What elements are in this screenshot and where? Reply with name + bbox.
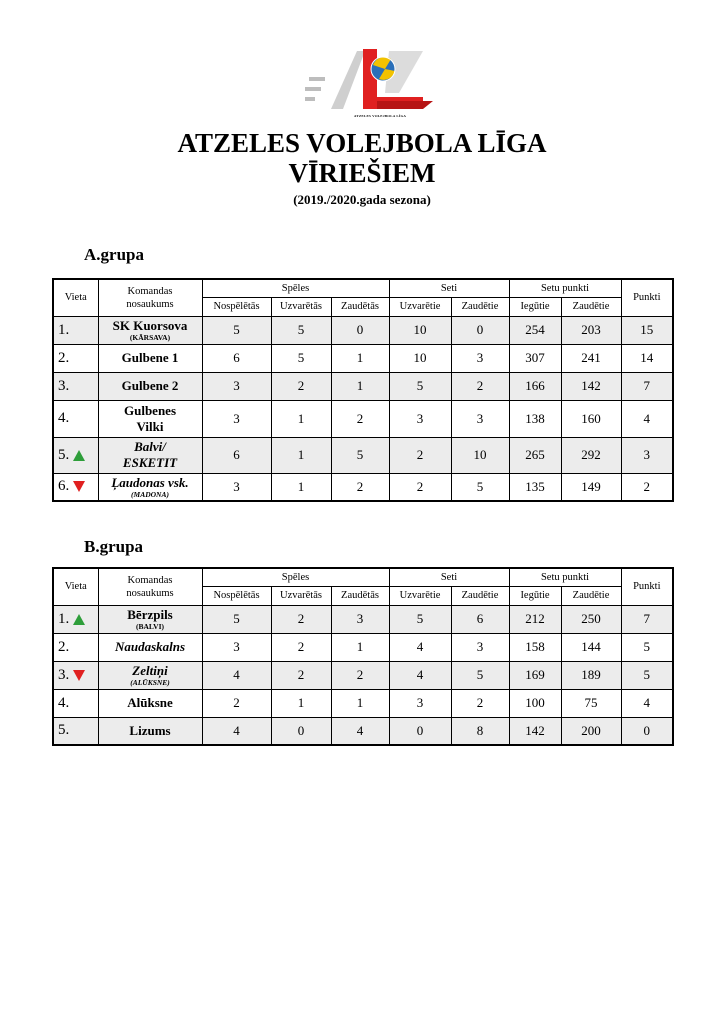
team-cell [98, 605, 202, 633]
points-cell: 5 [621, 661, 673, 689]
sets-won-cell: 5 [389, 605, 451, 633]
played-cell: 4 [202, 717, 271, 745]
sp-won-cell: 212 [509, 605, 561, 633]
col-sets-won: Uzvarētie [389, 297, 451, 316]
sets-won-cell: 5 [389, 372, 451, 400]
played-cell: 3 [202, 473, 271, 501]
won-cell: 5 [271, 344, 331, 372]
table-row [53, 689, 673, 717]
group-b-table [52, 567, 674, 746]
col-sp-lost: Zaudētie [561, 586, 621, 605]
lost-cell: 1 [331, 372, 389, 400]
sets-won-cell: 4 [389, 661, 451, 689]
sets-won-cell: 2 [389, 473, 451, 501]
green-up-arrow-icon [73, 614, 85, 625]
lost-cell: 5 [331, 437, 389, 473]
sp-lost-cell: 250 [561, 605, 621, 633]
col-games: Spēles [202, 279, 389, 297]
played-cell: 3 [202, 633, 271, 661]
points-cell: 0 [621, 717, 673, 745]
place-number: 1. [58, 610, 70, 627]
lost-cell: 2 [331, 473, 389, 501]
played-cell: 4 [202, 661, 271, 689]
lost-cell: 2 [331, 661, 389, 689]
sp-won-cell: 265 [509, 437, 561, 473]
won-cell: 1 [271, 400, 331, 437]
sets-lost-cell: 3 [451, 633, 509, 661]
sp-won-cell: 169 [509, 661, 561, 689]
table-row [53, 605, 673, 633]
table-row [53, 316, 673, 344]
points-cell: 14 [621, 344, 673, 372]
group-a-table [52, 278, 674, 502]
team-city: (MADONA) [131, 489, 169, 499]
sets-lost-cell: 0 [451, 316, 509, 344]
won-cell: 2 [271, 372, 331, 400]
season-subtitle: (2019./2020.gada sezona) [293, 192, 431, 207]
won-cell: 1 [271, 437, 331, 473]
place-cell: 5. [53, 717, 98, 745]
col-sp-won: Iegūtie [509, 586, 561, 605]
won-cell: 5 [271, 316, 331, 344]
team-name: Gulbene 1 [121, 350, 179, 365]
sets-lost-cell: 2 [451, 689, 509, 717]
sets-won-cell: 2 [389, 437, 451, 473]
team-name-line2: ESKETIT [122, 455, 178, 470]
sets-won-cell: 0 [389, 717, 451, 745]
col-team-line2: nosaukums [126, 587, 174, 599]
sets-lost-cell: 8 [451, 717, 509, 745]
team-city: (KĀRSAVA) [129, 333, 171, 342]
col-lost: Zaudētās [331, 297, 389, 316]
lost-cell: 1 [331, 633, 389, 661]
place-cell [53, 605, 98, 633]
team-name: Gulbenes [123, 402, 176, 418]
sp-lost-cell: 149 [561, 473, 621, 501]
col-team [98, 279, 202, 316]
team-name: SK Kuorsova [112, 318, 188, 333]
green-up-arrow-icon [73, 450, 85, 461]
col-points: Punkti [621, 568, 673, 605]
team-name: Lizums [129, 722, 171, 738]
lost-cell: 1 [331, 689, 389, 717]
group-b-heading: B.grupa [84, 537, 144, 556]
played-cell: 5 [202, 605, 271, 633]
table-row [53, 400, 673, 437]
points-cell: 4 [621, 400, 673, 437]
col-set-points: Setu punkti [509, 279, 621, 297]
played-cell: 3 [202, 400, 271, 437]
sets-won-cell: 3 [389, 400, 451, 437]
team-city: (ALŪKSNE) [130, 678, 170, 687]
col-sets: Seti [389, 568, 509, 586]
won-cell: 1 [271, 689, 331, 717]
sp-lost-cell: 200 [561, 717, 621, 745]
red-down-arrow-icon [73, 481, 85, 492]
points-cell: 3 [621, 437, 673, 473]
team-cell [98, 689, 202, 717]
table-row [53, 661, 673, 689]
sets-won-cell: 3 [389, 689, 451, 717]
sp-lost-cell: 75 [561, 689, 621, 717]
lost-cell: 4 [331, 717, 389, 745]
sp-won-cell: 135 [509, 473, 561, 501]
sets-lost-cell: 2 [451, 372, 509, 400]
col-vieta: Vieta [53, 568, 98, 605]
points-cell: 15 [621, 316, 673, 344]
points-cell: 4 [621, 689, 673, 717]
sets-lost-cell: 5 [451, 473, 509, 501]
lost-cell: 2 [331, 400, 389, 437]
sets-lost-cell: 6 [451, 605, 509, 633]
sp-won-cell: 142 [509, 717, 561, 745]
team-cell [98, 372, 202, 400]
won-cell: 1 [271, 473, 331, 501]
won-cell: 2 [271, 605, 331, 633]
col-games: Spēles [202, 568, 389, 586]
col-points: Punkti [621, 279, 673, 316]
sp-won-cell: 158 [509, 633, 561, 661]
group-a-heading: A.grupa [84, 245, 144, 264]
table-row [53, 344, 673, 372]
col-team-line1: Komandas [127, 574, 173, 586]
col-team [98, 568, 202, 605]
col-won: Uzvarētās [271, 297, 331, 316]
won-cell: 2 [271, 633, 331, 661]
col-set-points: Setu punkti [509, 568, 621, 586]
lost-cell: 0 [331, 316, 389, 344]
played-cell: 5 [202, 316, 271, 344]
col-played: Nospēlētās [202, 297, 271, 316]
sp-lost-cell: 203 [561, 316, 621, 344]
sets-lost-cell: 3 [451, 400, 509, 437]
place-cell: 4. [53, 400, 98, 437]
team-name-line2: Vilki [136, 418, 164, 434]
col-vieta: Vieta [53, 279, 98, 316]
sets-lost-cell: 5 [451, 661, 509, 689]
red-down-arrow-icon [73, 670, 85, 681]
team-name: Bērzpils [127, 607, 173, 622]
place-cell [53, 473, 98, 501]
col-team-line1: Komandas [127, 285, 173, 297]
logo-caption: ATZELES VOLEJBOLA LĪGA [353, 114, 407, 118]
won-cell: 2 [271, 661, 331, 689]
col-played: Nospēlētās [202, 586, 271, 605]
played-cell: 3 [202, 372, 271, 400]
sp-lost-cell: 189 [561, 661, 621, 689]
sets-lost-cell: 10 [451, 437, 509, 473]
team-name: Balvi/ [134, 439, 166, 454]
sets-won-cell: 10 [389, 344, 451, 372]
place-cell: 1. [53, 316, 98, 344]
table-row [53, 633, 673, 661]
place-cell [53, 661, 98, 689]
col-sets-lost: Zaudētie [451, 297, 509, 316]
place-cell: 4. [53, 689, 98, 717]
place-cell: 2. [53, 633, 98, 661]
team-cell [98, 344, 202, 372]
won-cell: 0 [271, 717, 331, 745]
sp-lost-cell: 241 [561, 344, 621, 372]
table-row [53, 372, 673, 400]
team-cell [98, 633, 202, 661]
col-sp-lost: Zaudētie [561, 297, 621, 316]
col-sp-won: Iegūtie [509, 297, 561, 316]
table-row [53, 717, 673, 745]
team-cell [98, 473, 202, 501]
team-name: Alūksne [127, 695, 173, 710]
sets-won-cell: 10 [389, 316, 451, 344]
played-cell: 6 [202, 344, 271, 372]
sp-lost-cell: 292 [561, 437, 621, 473]
team-name: Naudaskalns [114, 639, 186, 654]
col-sets: Seti [389, 279, 509, 297]
sp-lost-cell: 144 [561, 633, 621, 661]
place-cell [53, 437, 98, 473]
team-city: (BALVI) [135, 622, 165, 631]
team-cell [98, 400, 202, 437]
points-cell: 5 [621, 633, 673, 661]
place-number: 3. [58, 666, 70, 683]
col-sets-won: Uzvarētie [389, 586, 451, 605]
sp-lost-cell: 160 [561, 400, 621, 437]
place-cell: 3. [53, 372, 98, 400]
team-name: Ļaudonas vsk. [111, 474, 189, 490]
col-sets-lost: Zaudētie [451, 586, 509, 605]
sp-won-cell: 100 [509, 689, 561, 717]
table-row [53, 437, 673, 473]
sp-won-cell: 138 [509, 400, 561, 437]
page-title: ATZELES VOLEJBOLA LĪGA [177, 128, 547, 158]
col-won: Uzvarētās [271, 586, 331, 605]
team-name: Gulbene 2 [121, 378, 179, 393]
sets-lost-cell: 3 [451, 344, 509, 372]
points-cell: 7 [621, 372, 673, 400]
lost-cell: 1 [331, 344, 389, 372]
sp-won-cell: 254 [509, 316, 561, 344]
points-cell: 2 [621, 473, 673, 501]
league-logo [303, 43, 453, 121]
place-number: 6. [58, 478, 70, 495]
page-title-line2: VĪRIEŠIEM [288, 158, 436, 188]
team-cell [98, 717, 202, 745]
team-name: Zeltiņi [132, 663, 168, 678]
team-cell [98, 316, 202, 344]
points-cell: 7 [621, 605, 673, 633]
lost-cell: 3 [331, 605, 389, 633]
sp-won-cell: 307 [509, 344, 561, 372]
sp-won-cell: 166 [509, 372, 561, 400]
sets-won-cell: 4 [389, 633, 451, 661]
team-cell [98, 437, 202, 473]
table-row [53, 473, 673, 501]
place-cell: 2. [53, 344, 98, 372]
played-cell: 2 [202, 689, 271, 717]
col-lost: Zaudētās [331, 586, 389, 605]
place-number: 5. [58, 446, 70, 463]
col-team-line2: nosaukums [126, 298, 174, 310]
team-cell [98, 661, 202, 689]
sp-lost-cell: 142 [561, 372, 621, 400]
played-cell: 6 [202, 437, 271, 473]
